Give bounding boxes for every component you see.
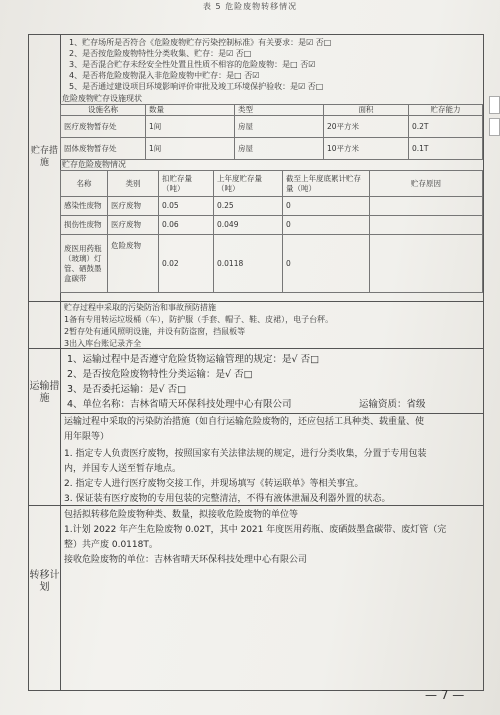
- column-header: 面积: [324, 105, 409, 116]
- table-header-row: [61, 105, 483, 116]
- table-cell: 1间: [146, 138, 235, 160]
- table-cell: 20平方米: [324, 116, 409, 138]
- storage-check-3: 3、是否混合贮存未经安全性处置且性质不相容的危险废物：是□ 否☑: [69, 60, 316, 69]
- table-cell: 0: [283, 197, 370, 216]
- table-cell: [370, 216, 483, 235]
- table-cell: 固体废物暂存处: [61, 138, 146, 160]
- table-cell: 1间: [146, 116, 235, 138]
- column-header: 设施名称: [61, 105, 146, 116]
- page-number: — 7 —: [425, 688, 465, 702]
- table-cell: 0.049: [214, 216, 283, 235]
- table-row: [61, 197, 483, 216]
- column-header: 贮存原因: [370, 171, 483, 197]
- transport-qualification: 运输资质：省级: [359, 399, 426, 410]
- facility-title: 危险废物贮存设施现状: [62, 94, 142, 103]
- transport-side-cell: [29, 301, 61, 505]
- transport-measures-title: 运输过程中采取的污染防治措施（如自行运输危险废物的，还应包括工具种类、载重量、使: [64, 417, 425, 427]
- table-row: [61, 138, 483, 160]
- table-cell: 0.1T: [409, 138, 483, 160]
- facility-table: [60, 104, 483, 160]
- transport-measure-1-cont: 内，并国专人送至暂存地点。: [64, 464, 182, 474]
- column-header: 类别: [108, 171, 159, 197]
- transport-measure-1: 1. 指定专人负责医疗废物，按照国家有关法律法规的规定，进行分类收集，分置于专用包装: [64, 449, 427, 459]
- storage-check-2: 2、是否按危险废物特性分类收集、贮存：是☑ 否□: [69, 49, 252, 58]
- plan-side-cell: [29, 505, 61, 690]
- table-cell: 废医用药瓶（玻璃）灯管、硒鼓墨盒碳带: [61, 235, 108, 293]
- transport-check-2: 2、是否按危险废物特性分类运输：是√ 否□: [67, 369, 253, 380]
- table-cell: 10平方米: [324, 138, 409, 160]
- transport-measure-2: 2. 指定专人进行医疗废物交接工作，并现场填写《转运联单》等相关事宜。: [64, 479, 364, 489]
- storage-section-label: 贮存措施: [30, 146, 58, 168]
- table-cell: 0: [283, 216, 370, 235]
- table-cell: 0.0118: [214, 235, 283, 293]
- transport-check-3: 3、是否委托运输：是√ 否□: [67, 384, 187, 395]
- plan-section-label: 转移计划: [29, 570, 60, 593]
- table-cell: 感染性废物: [61, 197, 108, 216]
- table-cell: [370, 197, 483, 216]
- storage-check-5: 5、是否通过建设项目环境影响评价审批及竣工环境保护验收：是☑ 否□: [69, 82, 324, 91]
- page-tab: [489, 96, 500, 114]
- storage-check-1: 1、贮存场所是否符合《危险废物贮存污染控制标准》有关要求：是☑ 否□: [69, 38, 332, 47]
- column-header: 截至上年度底累计贮存量（吨）: [283, 171, 370, 197]
- table-cell: 医疗废物: [108, 216, 159, 235]
- storage-measure-1: 1备有专用转运垃圾桶（车），防护服（手套、帽子、鞋、皮裙），电子台秤。: [64, 315, 334, 324]
- transport-section-label: 运输措施: [29, 381, 60, 404]
- waste-title: 贮存危险废物情况: [62, 160, 126, 169]
- transfer-table: [28, 34, 484, 691]
- table-cell: 医疗废物暂存处: [61, 116, 146, 138]
- table-caption: 表 5 危险废物转移情况: [202, 2, 298, 11]
- plan-line-2: 1.计划 2022 年产生危险废物 0.02T，其中 2021 年度医用药瓶、废硒鼓墨盒碳带、废灯管（完: [64, 525, 447, 535]
- row-divider: [60, 413, 483, 414]
- table-cell: 损伤性废物: [61, 216, 108, 235]
- column-header: 数量: [146, 105, 235, 116]
- column-header: 类型: [235, 105, 324, 116]
- table-cell: 房屋: [235, 138, 324, 160]
- transport-measure-3: 3. 保证装有医疗废物的专用包装的完整清洁，不得有液体泄漏及利器外置的状态。: [64, 494, 391, 504]
- table-row: [61, 116, 483, 138]
- table-cell: 0.2T: [409, 116, 483, 138]
- section-divider: [29, 348, 483, 349]
- storage-measure-2: 2暂存处有通风照明设施，并设有防盗窗，挡鼠板等: [64, 327, 246, 336]
- transport-unit: 4、单位名称：吉林省晴天环保科技处理中心有限公司: [67, 399, 292, 410]
- transport-measures-title-2: 用年限等）: [64, 432, 110, 442]
- plan-line-1: 包括拟转移危险废物种类、数量，拟接收危险废物的单位等: [64, 510, 299, 520]
- storage-measures-title: 贮存过程中采取的污染防治和事故预防措施: [64, 303, 216, 312]
- column-header: 扣贮存量（吨）: [159, 171, 214, 197]
- transport-check-1: 1、运输过程中是否遵守危险货物运输管理的规定：是√ 否□: [67, 354, 320, 365]
- table-cell: 0.25: [214, 197, 283, 216]
- table-cell: 0.06: [159, 216, 214, 235]
- plan-line-4: 接收危险废物的单位：吉林省晴天环保科技处理中心有限公司: [64, 555, 308, 565]
- table-cell: 房屋: [235, 116, 324, 138]
- table-cell: 医疗废物: [108, 197, 159, 216]
- plan-line-3: 整）共产废 0.0118T。: [64, 540, 158, 550]
- storage-side-cell: [29, 35, 61, 301]
- table-cell: 危险废物: [108, 235, 159, 293]
- table-row: [61, 235, 483, 293]
- table-cell: 0.02: [159, 235, 214, 293]
- column-header: 上年度贮存量（吨）: [214, 171, 283, 197]
- table-cell: 0: [283, 235, 370, 293]
- column-header: 贮存能力: [409, 105, 483, 116]
- waste-table: [60, 170, 483, 293]
- storage-measure-3: 3出入库台账记录齐全: [64, 339, 142, 348]
- column-header: 名称: [61, 171, 108, 197]
- table-header-row: [61, 171, 483, 197]
- table-row: [61, 216, 483, 235]
- page-tab: [489, 118, 500, 136]
- table-cell: [370, 235, 483, 293]
- table-cell: 0.05: [159, 197, 214, 216]
- storage-check-4: 4、是否将危险废物混入非危险废物中贮存：是□ 否☑: [69, 71, 260, 80]
